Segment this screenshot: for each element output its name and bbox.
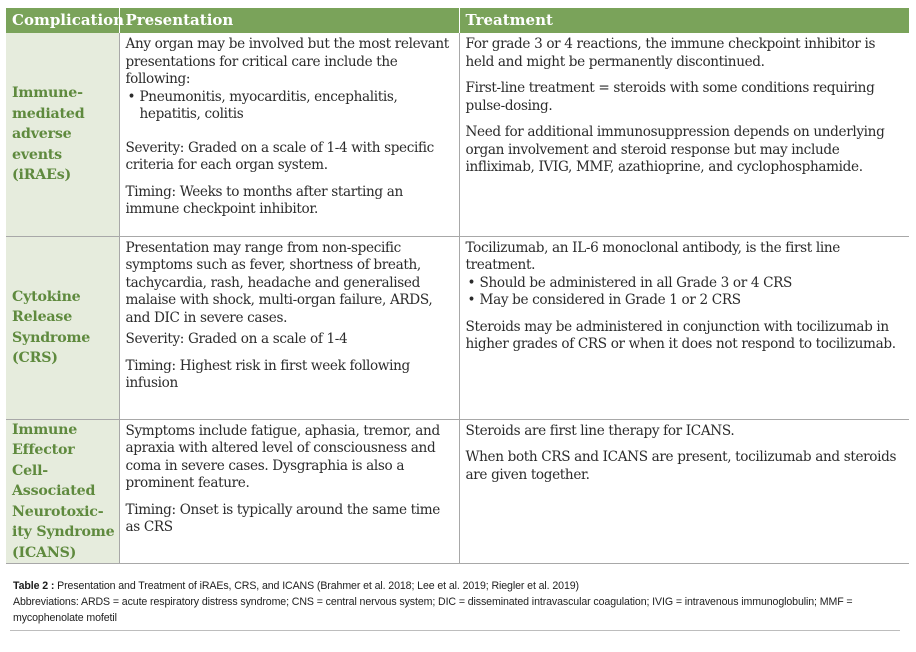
complications-table	[6, 8, 909, 564]
treatment-paragraph: Tocilizumab, an IL-6 monoclonal antibody, is the first line treatment.	[465, 239, 840, 273]
row-presentation-icans	[119, 419, 459, 564]
table-row	[6, 419, 909, 564]
presentation-bullets	[126, 89, 455, 124]
caption-abbreviations: Abbreviations: ARDS = acute respiratory distress syndrome; CNS = central nervous system; DIC = disseminated intravascular coagulation; IVIG = intravenous immunoglobulin; MMF = mycophenolate mofetil	[13, 596, 853, 624]
category-line: Release	[12, 309, 73, 325]
caption-label: Table 2 :	[13, 580, 55, 592]
presentation-intro: Any organ may be involved but the most relevant presentations for critical care include the following:	[125, 36, 449, 87]
treatment-paragraph: First-line treatment = steroids with some conditions requiring pulse-dosing.	[465, 80, 875, 114]
treatment-bullet: • May be considered in Grade 1 or 2 CRS	[466, 292, 906, 310]
row-presentation-crs	[119, 236, 459, 419]
category-line: (iRAEs)	[12, 167, 72, 183]
category-line: (ICANS)	[12, 544, 77, 561]
caption-divider	[10, 630, 900, 631]
treatment-bullet: • Should be administered in all Grade 3 or 4 CRS	[466, 275, 906, 293]
category-line: adverse	[12, 126, 72, 142]
treatment-paragraph: Need for additional immunosuppression depends on underlying organ involvement and steroid response but may include infliximab, IVIG, MMF, azathioprine, and cyclophosphamide.	[465, 124, 885, 175]
presentation-timing: Timing: Weeks to months after starting an immune checkpoint inhibitor.	[125, 183, 403, 217]
row-presentation-irae	[119, 33, 459, 236]
presentation-severity: Severity: Graded on a scale of 1-4	[125, 331, 348, 347]
treatment-bullets	[466, 275, 906, 310]
row-treatment-icans	[459, 419, 909, 564]
category-line: Immune-	[12, 85, 83, 101]
row-category-icans	[6, 419, 119, 564]
header-complication: Complication	[6, 8, 119, 33]
category-line: mediated	[12, 105, 85, 122]
presentation-bullet: • Pneumonitis, myocarditis, encephalitis, hepatitis, colitis	[126, 89, 455, 124]
treatment-paragraph: Steroids are first line therapy for ICANS.	[465, 422, 735, 439]
treatment-paragraph: When both CRS and ICANS are present, tocilizumab and steroids are given together.	[465, 449, 897, 483]
row-category-crs	[6, 236, 119, 419]
row-treatment-crs	[459, 236, 909, 419]
table-caption	[13, 578, 898, 626]
category-line: events	[12, 146, 62, 163]
category-line: ity Syndrome	[12, 524, 115, 540]
table-row	[6, 236, 909, 419]
category-line: Immune	[12, 421, 78, 438]
caption-title-line	[13, 578, 898, 594]
treatment-paragraph: For grade 3 or 4 reactions, the immune checkpoint inhibitor is held and might be permanently discontinued.	[465, 36, 876, 70]
category-line: Effector Cell-	[12, 442, 75, 479]
header-treatment: Treatment	[459, 8, 909, 33]
category-line: Associated	[12, 483, 96, 499]
presentation-intro: Symptoms include fatigue, aphasia, tremor, and apraxia with altered level of consciousness and coma in severe cases. Dysgraphia is also a prominent feature.	[125, 422, 440, 491]
presentation-timing: Timing: Highest risk in first week following infusion	[125, 357, 410, 391]
presentation-intro: Presentation may range from non-specific symptoms such as fever, shortness of breath, tachycardia, rash, headache and generalised malaise with shock, multi-organ failure, ARDS, and DIC in severe cases.	[125, 239, 433, 326]
caption-title: Presentation and Treatment of iRAEs, CRS, and ICANS (Brahmer et al. 2018; Lee et al. 2019; Riegler et al. 2019)	[57, 580, 579, 592]
header-row	[6, 8, 909, 33]
presentation-severity: Severity: Graded on a scale of 1-4 with specific criteria for each organ system.	[125, 139, 434, 173]
table-container	[6, 8, 909, 564]
treatment-paragraph: Steroids may be administered in conjunction with tocilizumab in higher grades of CRS or when it does not respond to tocilizumab.	[465, 318, 896, 352]
presentation-timing: Timing: Onset is typically around the same time as CRS	[125, 501, 440, 535]
header-presentation: Presentation	[119, 8, 459, 33]
category-line: Neurotoxic-	[12, 503, 104, 520]
row-category-irae	[6, 33, 119, 236]
category-line: (CRS)	[12, 350, 58, 366]
category-line: Syndrome	[12, 329, 91, 346]
table-row	[6, 33, 909, 236]
category-line: Cytokine	[12, 288, 81, 305]
row-treatment-irae	[459, 33, 909, 236]
